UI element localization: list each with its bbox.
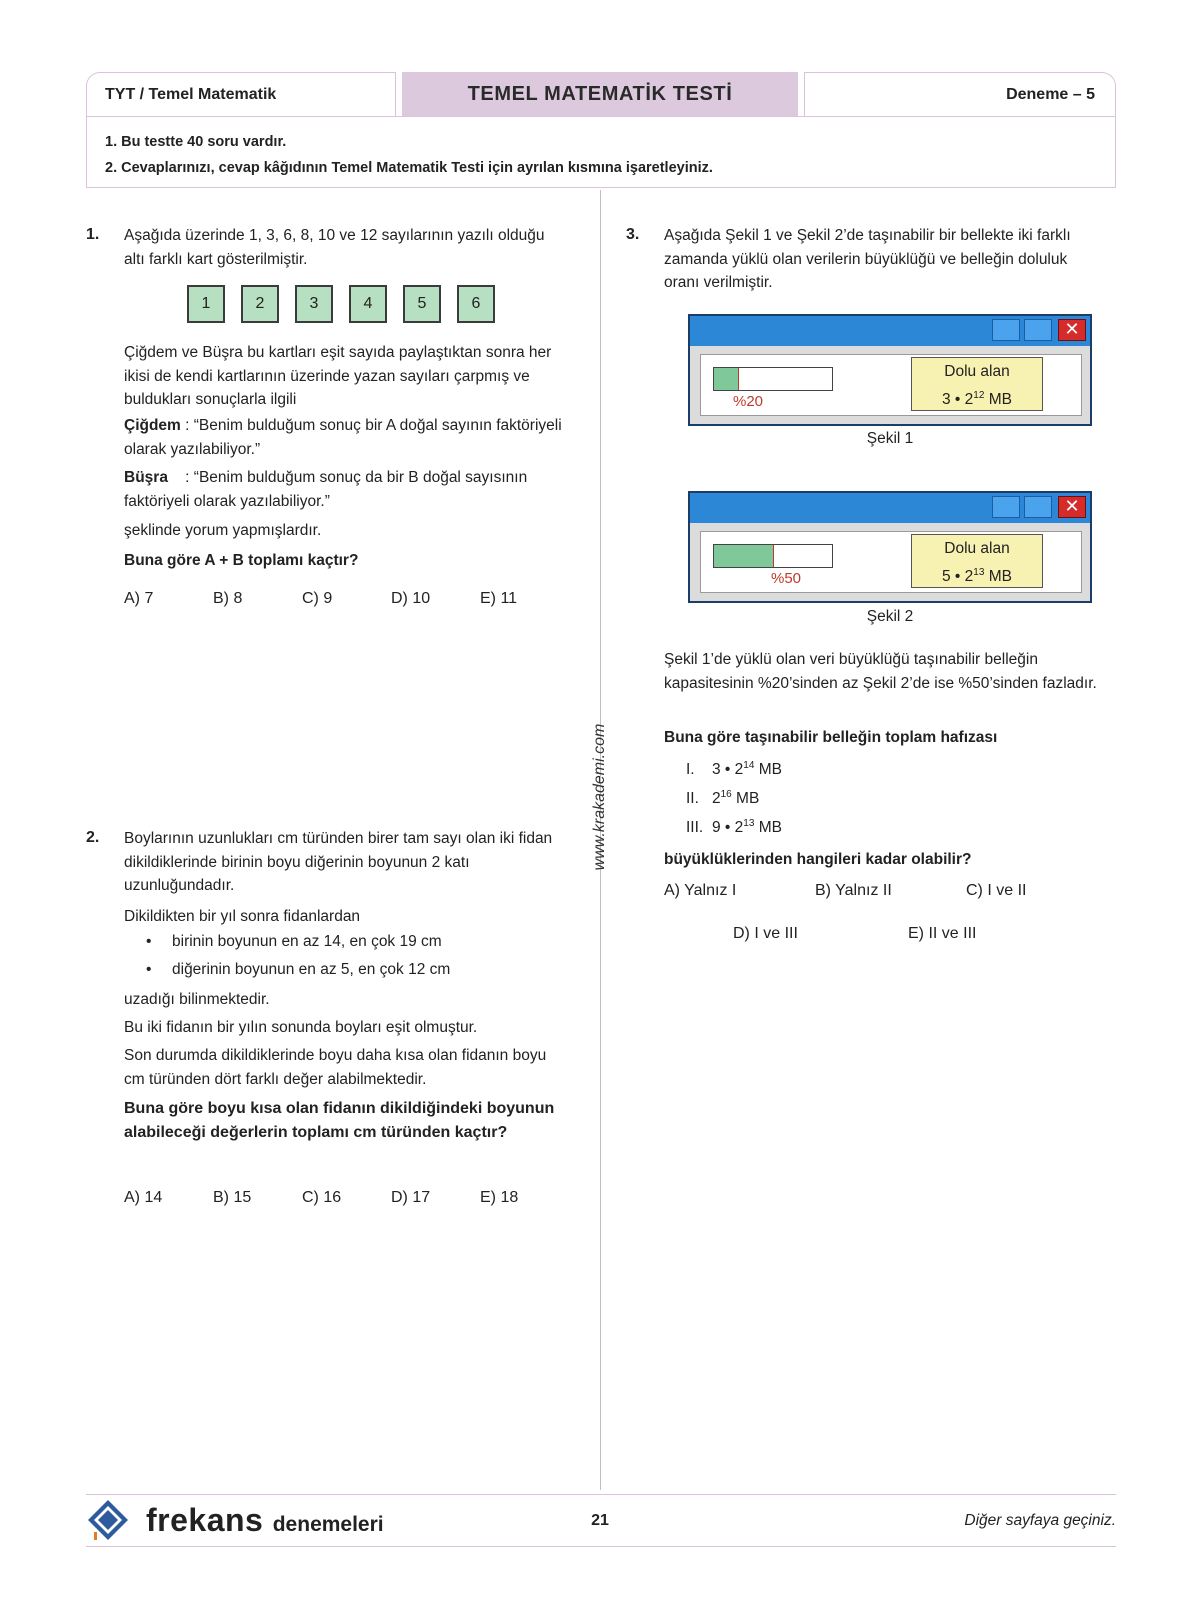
fig2-size: 5 • $2^{13}$ MB	[942, 567, 1012, 586]
q2-bullet-2-text: diğerinin boyunun en az 5, en çok 12 cm	[172, 961, 451, 978]
q2-paragraph-3: uzadığı bilinmektedir.	[124, 991, 270, 1008]
fig1-size-exp: 12	[973, 390, 985, 401]
page-title: TEMEL MATEMATİK TESTİ	[402, 72, 798, 116]
footer-bottom-line	[86, 1546, 1116, 1547]
q3-item-1-label: I.	[686, 761, 695, 779]
q2-option-e[interactable]: E) 18	[480, 1189, 519, 1206]
card-2: 2	[241, 285, 279, 323]
card-3: 3	[295, 285, 333, 323]
instruction-2: 2. Cevaplarınızı, cevap kâğıdının Temel Matematik Testi için ayrılan kısmına işaretleyiniz.	[105, 160, 713, 176]
q1-question: Buna göre A + B toplamı kaçtır?	[124, 552, 359, 569]
fig1-dolu-alan-box	[911, 357, 1043, 411]
q3-option-b[interactable]: B) Yalnız II	[815, 882, 892, 899]
q3-options-row-2	[733, 925, 1048, 943]
q3-options-row-1	[664, 882, 1106, 900]
q3-item-3-exp: 13	[743, 818, 755, 829]
card-6: 6	[457, 285, 495, 323]
header-left-label: TYT / Temel Matematik	[86, 72, 396, 116]
q3-number: 3.	[626, 226, 640, 243]
q2-question: Buna göre boyu kısa olan fidanın dikildiğindeki boyunun alabileceği değerlerin toplamı cm türünden kaçtır?	[124, 1100, 555, 1141]
q3-item-1-unit: MB	[754, 761, 782, 779]
brand-sub: denemeleri	[272, 1513, 384, 1536]
q3-item-3-label: III.	[686, 819, 704, 837]
q1-option-b[interactable]: B) 8	[213, 590, 243, 607]
fig1-size: 3 • $2^{12}$ MB	[942, 390, 1012, 409]
page-number: 21	[591, 1512, 609, 1529]
bullet-icon: •	[146, 961, 152, 978]
fig2-dolu-label: Dolu alan	[944, 540, 1010, 557]
card-1: 1	[187, 285, 225, 323]
close-icon[interactable]: ✕	[1058, 319, 1086, 341]
q3-item-2-label: II.	[686, 790, 699, 808]
fig2-progress-marker	[773, 545, 774, 567]
q2-option-a[interactable]: A) 14	[124, 1189, 163, 1206]
q3-question: Buna göre taşınabilir belleğin toplam hafızası	[664, 729, 998, 746]
fig2-size-exp: 13	[973, 567, 985, 578]
fig1-size-unit: MB	[984, 391, 1012, 409]
maximize-icon[interactable]	[1024, 319, 1052, 341]
brand-name	[146, 1502, 384, 1539]
q1-paragraph-2: şeklinde yorum yapmışlardır.	[124, 522, 322, 539]
q1-cigdem-text: : “Benim bulduğum sonuç bir A doğal sayının faktöriyeli olarak yazılabiliyor.”	[124, 417, 562, 458]
fig2-progress-fill	[714, 545, 773, 567]
q3-question-2: büyüklüklerinden hangileri kadar olabilir?	[664, 851, 972, 868]
maximize-icon[interactable]	[1024, 496, 1052, 518]
instruction-1: 1. Bu testte 40 soru vardır.	[105, 134, 287, 150]
next-page-note: Diğer sayfaya geçiniz.	[964, 1512, 1116, 1529]
q2-options	[124, 1189, 569, 1207]
q1-busra-name: Büşra	[124, 469, 168, 486]
q1-option-e[interactable]: E) 11	[480, 590, 518, 607]
fig1-titlebar	[690, 316, 1090, 346]
q2-bullet-2	[146, 961, 562, 979]
fig1-dolu-label: Dolu alan	[944, 363, 1010, 380]
q3-item-1-exp: 14	[743, 760, 755, 771]
q3-item-3: III. 9 • $2^{13}$ MB	[686, 818, 782, 837]
q2-option-d[interactable]: D) 17	[391, 1189, 431, 1206]
fig1-progress-marker	[738, 368, 739, 390]
card-5: 5	[403, 285, 441, 323]
q2-paragraph-4: Bu iki fidanın bir yılın sonunda boyları eşit olmuştur.	[124, 1019, 478, 1036]
q3-option-e[interactable]: E) II ve III	[908, 925, 977, 942]
instructions-box	[86, 116, 1116, 188]
q1-option-d[interactable]: D) 10	[391, 590, 431, 607]
q3-item-2: II. $2^{16}$ MB	[686, 789, 760, 808]
q2-option-c[interactable]: C) 16	[302, 1189, 342, 1206]
brand-logo-icon	[86, 1498, 130, 1542]
q1-intro: Aşağıda üzerinde 1, 3, 6, 8, 10 ve 12 sayılarının yazılı olduğu altı farklı kart gösterilmiştir.	[124, 227, 545, 268]
bullet-icon: •	[146, 933, 152, 950]
q3-item-2-unit: MB	[731, 790, 760, 808]
brand-main: frekans	[146, 1502, 264, 1538]
fig1-size-coef: 3	[942, 391, 951, 409]
q3-item-1-pre: 3	[712, 761, 721, 779]
q1-number: 1.	[86, 226, 100, 243]
q2-bullet-1	[146, 933, 562, 951]
card-4: 4	[349, 285, 387, 323]
fig2-panel	[700, 531, 1082, 593]
minimize-icon[interactable]	[992, 496, 1020, 518]
q1-option-a[interactable]: A) 7	[124, 590, 154, 607]
q3-paragraph-1: Şekil 1’de yüklü olan veri büyüklüğü taşınabilir belleğin kapasitesinin %20’sinden az Şekil 2’de ise %50’sinden fazladır.	[664, 651, 1097, 692]
q3-item-3-unit: MB	[754, 819, 782, 837]
q3-item-2-exp: 16	[720, 789, 732, 800]
q3-option-c[interactable]: C) I ve II	[966, 882, 1027, 899]
fig2-titlebar	[690, 493, 1090, 523]
fig2-progress-bar	[713, 544, 833, 568]
q3-item-3-pre: 9	[712, 819, 721, 837]
q3-option-d[interactable]: D) I ve III	[733, 925, 798, 942]
fig2-size-coef: 5	[942, 568, 951, 586]
close-icon[interactable]: ✕	[1058, 496, 1086, 518]
fig2-window	[688, 491, 1092, 603]
q2-option-b[interactable]: B) 15	[213, 1189, 252, 1206]
q1-options	[124, 590, 569, 608]
fig2-dolu-alan-box	[911, 534, 1043, 588]
watermark: www.krakademi.com	[591, 723, 608, 871]
q1-busra-text: : “Benim bulduğum sonuç da bir B doğal sayısının faktöriyeli olarak yazılabiliyor.”	[124, 469, 532, 510]
minimize-icon[interactable]	[992, 319, 1020, 341]
fig1-panel	[700, 354, 1082, 416]
q2-number: 2.	[86, 829, 100, 846]
fig2-percent-label: %50	[771, 570, 802, 587]
q1-busra-statement	[124, 466, 564, 513]
q3-option-a[interactable]: A) Yalnız I	[664, 882, 737, 899]
fig1-window	[688, 314, 1092, 426]
q1-cigdem-name: Çiğdem	[124, 417, 181, 434]
fig2-size-unit: MB	[984, 568, 1012, 586]
fig1-progress-bar	[713, 367, 833, 391]
header-right-label: Deneme – 5	[804, 72, 1116, 116]
q2-paragraph-2: Dikildikten bir yıl sonra fidanlardan	[124, 908, 361, 925]
q1-cigdem-statement	[124, 414, 564, 461]
footer-top-line	[86, 1494, 1116, 1495]
q2-paragraph-1: Boylarının uzunlukları cm türünden birer tam sayı olan iki fidan dikildiklerinde birinin boyu diğerinin boyunun 2 katı uzunluğundadır.	[124, 830, 553, 894]
fig1-percent-label: %20	[733, 393, 764, 410]
q3-item-1: I. 3 • $2^{14}$ MB	[686, 760, 782, 779]
q1-paragraph-1: Çiğdem ve Büşra bu kartları eşit sayıda paylaştıktan sonra her ikisi de kendi kartlarının üzerinde yazan sayıları çarpmış ve buldukları sonuçlarla ilgili	[124, 344, 552, 408]
fig1-progress-fill	[714, 368, 738, 390]
fig1-caption: Şekil 1	[866, 430, 914, 447]
fig2-caption: Şekil 2	[866, 608, 914, 625]
q1-option-c[interactable]: C) 9	[302, 590, 333, 607]
q2-paragraph-5: Son durumda dikildiklerinde boyu daha kısa olan fidanın boyu cm türünden dört farklı değer alabilmektedir.	[124, 1047, 547, 1088]
q2-bullet-1-text: birinin boyunun en az 14, en çok 19 cm	[172, 933, 442, 950]
q3-intro: Aşağıda Şekil 1 ve Şekil 2’de taşınabilir bir bellekte iki farklı zamanda yüklü olan verilerin büyüklüğü ve belleğin doluluk oranı verilmiştir.	[664, 227, 1071, 291]
